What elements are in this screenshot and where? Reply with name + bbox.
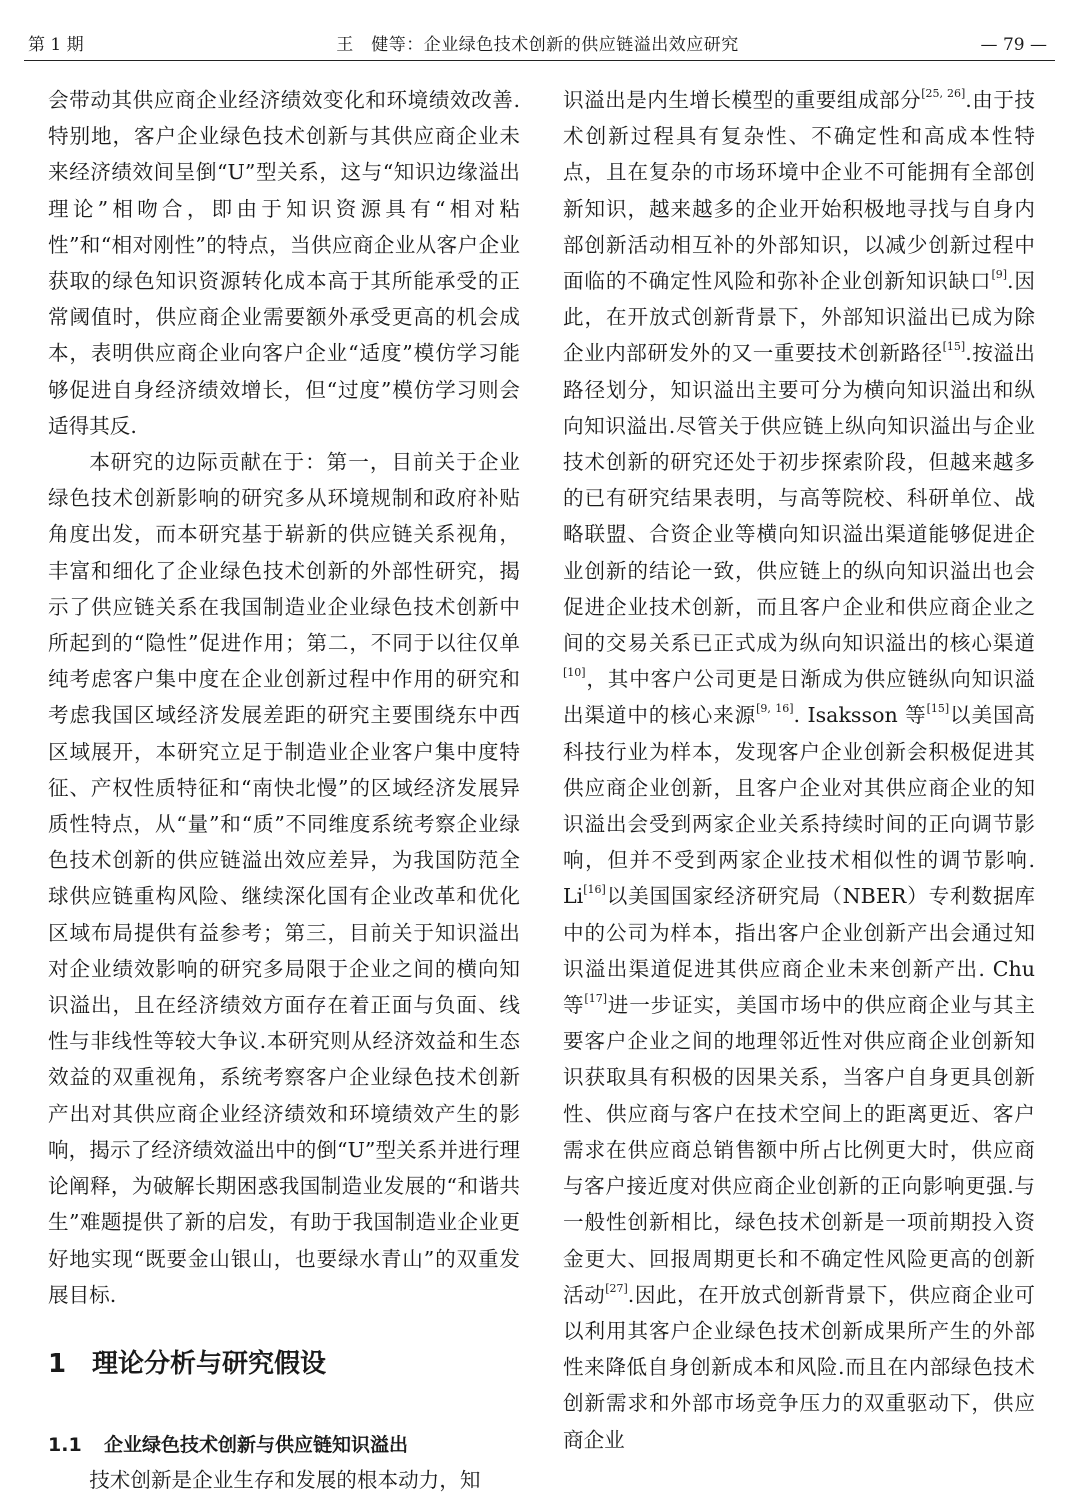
page-number: — 79 — <box>980 35 1047 55</box>
citation: [15] <box>942 340 966 354</box>
citation: [16] <box>583 883 606 897</box>
section-title: 理论分析与研究假设 <box>92 1349 327 1379</box>
subsection-number: 1.1 <box>48 1434 82 1456</box>
paragraph-contribution: 本研究的边际贡献在于：第一，目前关于企业绿色技术创新影响的研究多从环境规制和政府补贴角度出发，而本研究基于崭新的供应链关系视角，丰富和细化了企业绿色技术创新的外部性研究，揭示了供应链关系在我国制造业企业绿色技术创新中所起到的“隐性”促进作用；第二，不同于以往仅单纯考虑客户集中度在企业创新过程中作用的研究和考虑我国区域经济发展差距的研究主要围绕东中西区域展开，本研究立足于制造业企业客户集中度特征、产权性质特征和“南快北慢”的区域经济发展异质性特点，从“量”和“质”不同维度系统考察企业绿色技术创新的供应链溢出效应差异，为我国防范全球供应链重构风险、继续深化国有企业改革和优化区域布局提供有益参考；第三，目前关于知识溢出对企业绩效影响的研究多局限于企业之间的横向知识溢出，且在经济绩效方面存在着正面与负面、线性与非线性等较大争议.本研究则从经济效益和生态效益的双重视角，系统考察客户企业绿色技术创新产出对其供应商企业经济绩效和环境绩效产生的影响，揭示了经济绩效溢出中的倒“U”型关系并进行理论阐释，为破解长期困惑我国制造业发展的“和谐共生”难题提供了新的启发，有助于我国制造业企业更好地实现“既要金山银山，也要绿水青山”的双重发展目标. <box>48 450 520 1307</box>
paragraph-knowledge-spillover: 识溢出是内生增长模型的重要组成部分[25, 26].由于技术创新过程具有复杂性、不确定性和高成本性特点，且在复杂的市场环境中企业不可能拥有全部创新知识，越来越多的企业开始积极地寻找与自身内部创新活动相互补的外部知识，以减少创新过程中面临的不确定性风险和弥补企业创新知识缺口[9].因此，在开放式创新背景下，外部知识溢出已成为除企业内部研发外的又一重要技术创新路径[15].按溢出路径划分，知识溢出主要可分为横向知识溢出和纵向知识溢出.尽管关于供应链上纵向知识溢出与企业技术创新的研究还处于初步探索阶段，但越来越多的已有研究结果表明，与高等院校、科研单位、战略联盟、合资企业等横向知识溢出渠道能够促进企业创新的结论一致，供应链上的纵向知识溢出也会促进企业技术创新，而且客户企业和供应商企业之间的交易关系已正式成为纵向知识溢出的核心渠道[10]，其中客户公司更是日渐成为供应链纵向知识溢出渠道中的核心来源[9, 16]. Isaksson 等[15]以美国高科技行业为样本，发现客户企业创新会积极促进其供应商企业创新，且客户企业对其供应商企业的知识溢出会受到两家企业关系持续时间的正向调节影响，但并不受到两家企业技术相似性的调节影响. Li[16]以美国国家经济研究局（NBER）专利数据库中的公司为样本，指出客户企业创新产出会通过知识溢出渠道促进其供应商企业未来创新产出. Chu 等[17]进一步证实，美国市场中的供应商企业与其主要客户企业之间的地理邻近性对供应商企业创新知识获取具有积极的因果关系，当客户自身更具创新性、供应商与客户在技术空间上的距离更近、客户需求在供应商总销售额中所占比例更大时，供应商与客户接近度对供应商企业创新的正向影响更强.与一般性创新相比，绿色技术创新是一项前期投入资金更大、回报周期更长和不确定性风险更高的创新活动[27].因此，在开放式创新背景下，供应商企业可以利用其客户企业绿色技术创新成果所产生的外部性来降低自身创新成本和风险.而且在内部绿色技术创新需求和外部市场竞争压力的双重驱动下，供应商企业 <box>563 87 1036 1452</box>
citation: [10] <box>563 666 586 680</box>
paragraph-start: 技术创新是企业生存和发展的根本动力，知 <box>89 1468 481 1492</box>
left-column <box>48 82 520 1313</box>
subsection-title: 企业绿色技术创新与供应链知识溢出 <box>104 1434 409 1456</box>
running-header <box>28 34 1047 56</box>
citation: [9] <box>991 268 1008 282</box>
right-column <box>563 82 1035 1458</box>
running-title: 王 健等：企业绿色技术创新的供应链溢出效应研究 <box>336 35 739 55</box>
citation: [15] <box>926 702 950 716</box>
section-heading <box>48 1346 326 1382</box>
citation: [9, 16] <box>756 702 794 716</box>
citation: [27] <box>605 1281 628 1295</box>
paragraph-continued: 会带动其供应商企业经济绩效变化和环境绩效改善.特别地，客户企业绿色技术创新与其供应商企业未来经济绩效间呈倒“U”型关系，这与“知识边缘溢出理论”相吻合，即由于知识资源具有“相对粘性”和“相对刚性”的特点，当供应商企业从客户企业获取的绿色知识资源转化成本高于其所能承受的正常阈值时，供应商企业需要额外承受更高的机会成本，表明供应商企业向客户企业“适度”模仿学习能够促进自身经济绩效增长，但“过度”模仿学习则会适得其反. <box>48 88 520 438</box>
header-rule <box>24 60 1055 61</box>
issue-label: 第 1 期 <box>28 35 84 55</box>
subsection-heading <box>48 1430 408 1460</box>
citation: [25, 26] <box>921 87 966 100</box>
section-number: 1 <box>48 1349 67 1379</box>
citation: [17] <box>584 992 607 1006</box>
